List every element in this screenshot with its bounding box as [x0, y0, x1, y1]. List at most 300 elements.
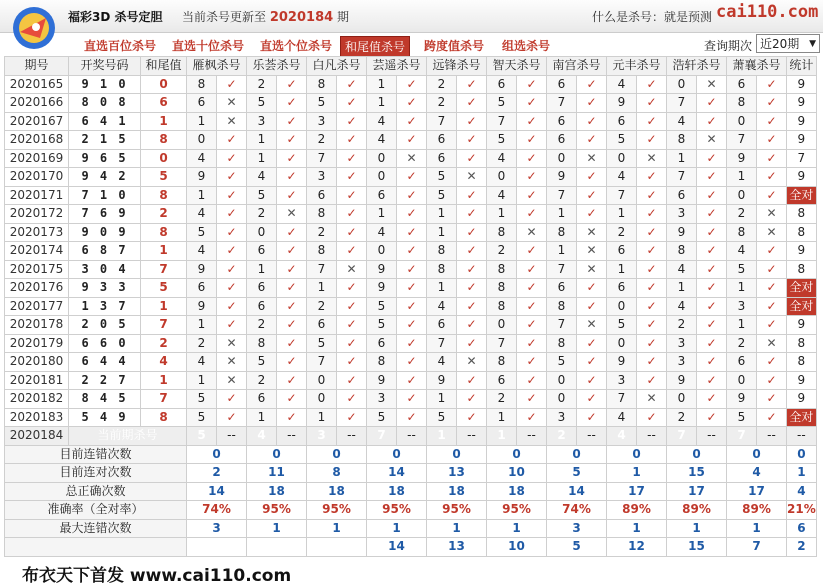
check-icon: ✓ [337, 297, 367, 316]
stats-value: 18 [247, 482, 307, 501]
tab-sum-tail[interactable]: 和尾值杀号 [340, 36, 410, 57]
check-icon: ✓ [397, 334, 427, 353]
row-kill-number: 4 [667, 112, 697, 131]
cross-icon: ✕ [337, 260, 367, 279]
row-stat: 9 [787, 112, 817, 131]
check-icon: ✓ [757, 112, 787, 131]
row-kill-number: 6 [247, 279, 277, 298]
check-icon: ✓ [577, 112, 607, 131]
row-kill-number: 6 [247, 297, 277, 316]
row-draw-number: 1 3 7 [69, 297, 141, 316]
check-icon: ✓ [517, 371, 547, 390]
check-icon: ✓ [637, 112, 667, 131]
row-kill-number: 4 [607, 408, 637, 427]
check-icon: ✓ [517, 168, 547, 187]
check-icon: ✓ [577, 371, 607, 390]
check-icon: ✓ [217, 390, 247, 409]
current-kill-number: 7 [727, 427, 757, 446]
row-period: 2020166 [5, 94, 69, 113]
check-icon: ✓ [397, 168, 427, 187]
stats-value [307, 538, 367, 557]
row-kill-number: 8 [667, 131, 697, 150]
row-kill-number: 7 [727, 131, 757, 150]
update-suffix: 期 [337, 10, 350, 24]
check-icon: ✓ [637, 371, 667, 390]
row-kill-number: 0 [487, 168, 517, 187]
current-kill-number: 7 [667, 427, 697, 446]
check-icon: ✓ [337, 390, 367, 409]
check-icon: ✓ [457, 186, 487, 205]
check-icon: ✓ [517, 297, 547, 316]
stats-total: 0 [787, 445, 817, 464]
row-kill-number: 8 [307, 75, 337, 94]
check-icon: ✓ [697, 334, 727, 353]
row-kill-number: 8 [487, 260, 517, 279]
row-kill-number: 5 [427, 186, 457, 205]
row-kill-number: 5 [367, 297, 397, 316]
row-kill-number: 8 [427, 260, 457, 279]
check-icon: ✓ [697, 94, 727, 113]
row-kill-number: 7 [547, 186, 577, 205]
cross-icon: ✕ [517, 223, 547, 242]
row-kill-number: 1 [727, 168, 757, 187]
table-row [5, 353, 817, 372]
check-icon: ✓ [337, 205, 367, 224]
row-period: 2020183 [5, 408, 69, 427]
table-row [5, 279, 817, 298]
check-icon: ✓ [277, 149, 307, 168]
row-sum-tail: 7 [141, 316, 187, 335]
period-query-label: 查询期次 [704, 39, 753, 53]
row-kill-number: 1 [367, 205, 397, 224]
row-kill-number: 5 [427, 168, 457, 187]
col-header-expert[interactable]: 萧襄杀号 [727, 57, 787, 76]
col-header-expert[interactable]: 白凡杀号 [307, 57, 367, 76]
check-icon: ✓ [337, 149, 367, 168]
check-icon: ✓ [577, 94, 607, 113]
row-stat: 全对 [787, 279, 817, 298]
row-kill-number: 0 [367, 168, 397, 187]
row-sum-tail: 8 [141, 131, 187, 150]
col-header-expert[interactable]: 雁枫杀号 [187, 57, 247, 76]
row-kill-number: 5 [427, 408, 457, 427]
row-kill-number: 6 [427, 316, 457, 335]
tab-hundreds[interactable]: 直选百位杀号 [84, 39, 157, 53]
row-kill-number: 8 [487, 279, 517, 298]
row-kill-number: 4 [667, 260, 697, 279]
cross-icon: ✕ [757, 334, 787, 353]
stats-value: 74% [547, 501, 607, 520]
check-icon: ✓ [637, 334, 667, 353]
check-icon: ✓ [697, 297, 727, 316]
row-kill-number: 1 [667, 279, 697, 298]
row-kill-number: 2 [307, 297, 337, 316]
stats-value: 2 [187, 464, 247, 483]
check-icon: ✓ [517, 149, 547, 168]
kill-hint-text: 什么是杀号：就是预测 [592, 10, 713, 24]
stats-value: 0 [247, 445, 307, 464]
row-draw-number: 7 6 9 [69, 205, 141, 224]
row-kill-number: 2 [487, 390, 517, 409]
row-kill-number: 6 [367, 334, 397, 353]
row-kill-number: 1 [487, 408, 517, 427]
row-period: 2020172 [5, 205, 69, 224]
check-icon: ✓ [577, 75, 607, 94]
stats-label: 准确率（全对率） [5, 501, 187, 520]
stats-row [5, 445, 817, 464]
stats-value: 3 [547, 519, 607, 538]
stats-value: 17 [607, 482, 667, 501]
check-icon: ✓ [337, 186, 367, 205]
row-kill-number: 5 [607, 131, 637, 150]
row-sum-tail: 6 [141, 94, 187, 113]
stats-total: 4 [787, 482, 817, 501]
current-kill-number: 7 [367, 427, 397, 446]
table-row [5, 131, 817, 150]
check-icon: ✓ [277, 334, 307, 353]
row-sum-tail: 1 [141, 112, 187, 131]
check-icon: ✓ [697, 260, 727, 279]
stats-label: 目前连错次数 [5, 445, 187, 464]
row-kill-number: 0 [727, 371, 757, 390]
row-draw-number: 9 4 2 [69, 168, 141, 187]
check-icon: ✓ [457, 75, 487, 94]
row-kill-number: 2 [427, 94, 457, 113]
row-kill-number: 4 [367, 223, 397, 242]
stats-value: 95% [307, 501, 367, 520]
row-stat: 全对 [787, 297, 817, 316]
col-header-expert[interactable]: 乐荟杀号 [247, 57, 307, 76]
check-icon: ✓ [217, 242, 247, 261]
row-kill-number: 4 [607, 168, 637, 187]
col-header-expert[interactable]: 远锋杀号 [427, 57, 487, 76]
cross-icon: ✕ [397, 149, 427, 168]
check-icon: ✓ [517, 390, 547, 409]
check-icon: ✓ [577, 186, 607, 205]
row-kill-number: 3 [307, 168, 337, 187]
row-kill-number: 3 [667, 205, 697, 224]
chevron-down-icon: ▼ [809, 38, 816, 49]
check-icon: ✓ [337, 371, 367, 390]
row-kill-number: 4 [187, 353, 217, 372]
row-kill-number: 9 [187, 260, 217, 279]
row-kill-number: 5 [187, 390, 217, 409]
current-empty: -- [577, 427, 607, 446]
row-kill-number: 6 [547, 279, 577, 298]
row-kill-number: 8 [247, 334, 277, 353]
period-select-value: 近20期 [760, 37, 800, 51]
row-kill-number: 1 [427, 205, 457, 224]
row-stat: 9 [787, 390, 817, 409]
row-period: 2020174 [5, 242, 69, 261]
row-kill-number: 9 [427, 371, 457, 390]
row-stat: 8 [787, 223, 817, 242]
cross-icon: ✕ [757, 205, 787, 224]
current-kill-number: 1 [427, 427, 457, 446]
row-kill-number: 0 [607, 149, 637, 168]
check-icon: ✓ [637, 131, 667, 150]
row-kill-number: 1 [187, 371, 217, 390]
check-icon: ✓ [457, 260, 487, 279]
check-icon: ✓ [517, 205, 547, 224]
col-header-expert[interactable]: 芸遥杀号 [367, 57, 427, 76]
check-icon: ✓ [697, 279, 727, 298]
row-kill-number: 9 [367, 279, 397, 298]
site-logo[interactable]: cai110.com [716, 2, 819, 22]
cross-icon: ✕ [457, 168, 487, 187]
check-icon: ✓ [277, 260, 307, 279]
row-sum-tail: 1 [141, 242, 187, 261]
row-kill-number: 4 [727, 242, 757, 261]
row-kill-number: 6 [367, 186, 397, 205]
stats-value: 18 [427, 482, 487, 501]
row-kill-number: 9 [187, 297, 217, 316]
col-header-draw: 开奖号码 [69, 57, 141, 76]
row-draw-number: 3 0 4 [69, 260, 141, 279]
cross-icon: ✕ [697, 75, 727, 94]
row-period: 2020177 [5, 297, 69, 316]
stats-value: 17 [727, 482, 787, 501]
row-kill-number: 6 [247, 390, 277, 409]
current-label: 当前期杀号 [69, 427, 187, 446]
check-icon: ✓ [697, 353, 727, 372]
check-icon: ✓ [277, 112, 307, 131]
check-icon: ✓ [637, 223, 667, 242]
check-icon: ✓ [697, 149, 727, 168]
row-kill-number: 0 [667, 75, 697, 94]
row-kill-number: 7 [427, 112, 457, 131]
row-kill-number: 1 [247, 260, 277, 279]
row-kill-number: 9 [727, 149, 757, 168]
stats-value: 18 [367, 482, 427, 501]
row-kill-number: 5 [307, 94, 337, 113]
check-icon: ✓ [397, 408, 427, 427]
check-icon: ✓ [757, 75, 787, 94]
row-kill-number: 3 [667, 334, 697, 353]
row-kill-number: 6 [547, 131, 577, 150]
check-icon: ✓ [517, 408, 547, 427]
current-empty: -- [277, 427, 307, 446]
check-icon: ✓ [577, 297, 607, 316]
cross-icon: ✕ [217, 112, 247, 131]
row-kill-number: 2 [487, 242, 517, 261]
period-select[interactable] [756, 34, 820, 53]
stats-value: 1 [667, 519, 727, 538]
current-period-row [5, 427, 817, 446]
watermark: 布衣天下首发 www.cai110.com [16, 561, 297, 586]
check-icon: ✓ [757, 297, 787, 316]
check-icon: ✓ [337, 242, 367, 261]
row-kill-number: 1 [247, 408, 277, 427]
check-icon: ✓ [577, 353, 607, 372]
row-kill-number: 6 [727, 75, 757, 94]
row-period: 2020181 [5, 371, 69, 390]
row-kill-number: 5 [727, 408, 757, 427]
row-kill-number: 8 [307, 242, 337, 261]
row-kill-number: 7 [307, 260, 337, 279]
check-icon: ✓ [397, 279, 427, 298]
current-kill-number: 3 [307, 427, 337, 446]
row-draw-number: 9 1 0 [69, 75, 141, 94]
row-kill-number: 4 [427, 297, 457, 316]
check-icon: ✓ [457, 297, 487, 316]
current-kill-number: 1 [487, 427, 517, 446]
row-stat: 9 [787, 168, 817, 187]
row-kill-number: 1 [247, 131, 277, 150]
check-icon: ✓ [457, 242, 487, 261]
row-kill-number: 7 [607, 390, 637, 409]
check-icon: ✓ [397, 94, 427, 113]
row-kill-number: 1 [727, 279, 757, 298]
stats-value: 7 [727, 538, 787, 557]
row-kill-number: 2 [247, 371, 277, 390]
row-kill-number: 2 [247, 75, 277, 94]
row-kill-number: 1 [367, 75, 397, 94]
check-icon: ✓ [397, 316, 427, 335]
tab-units[interactable]: 直选个位杀号 [260, 39, 333, 53]
stats-value: 0 [487, 445, 547, 464]
stats-value: 3 [187, 519, 247, 538]
stats-value: 89% [607, 501, 667, 520]
check-icon: ✓ [697, 112, 727, 131]
row-kill-number: 4 [367, 131, 397, 150]
stats-value: 14 [367, 538, 427, 557]
stats-value [187, 538, 247, 557]
stats-value: 0 [727, 445, 787, 464]
row-stat: 8 [787, 334, 817, 353]
row-kill-number: 6 [547, 75, 577, 94]
row-kill-number: 6 [187, 279, 217, 298]
check-icon: ✓ [697, 223, 727, 242]
check-icon: ✓ [697, 186, 727, 205]
stats-value: 0 [607, 445, 667, 464]
row-kill-number: 8 [547, 334, 577, 353]
row-kill-number: 6 [247, 242, 277, 261]
check-icon: ✓ [757, 94, 787, 113]
check-icon: ✓ [517, 242, 547, 261]
row-kill-number: 2 [727, 205, 757, 224]
stats-value: 15 [667, 538, 727, 557]
row-kill-number: 9 [367, 260, 397, 279]
update-period: 2020184 [269, 10, 334, 25]
update-prefix: 当前杀号更新至 [182, 10, 267, 24]
cross-icon: ✕ [697, 131, 727, 150]
check-icon: ✓ [517, 353, 547, 372]
check-icon: ✓ [217, 316, 247, 335]
check-icon: ✓ [697, 371, 727, 390]
row-kill-number: 0 [547, 149, 577, 168]
col-header-period: 期号 [5, 57, 69, 76]
row-kill-number: 3 [247, 112, 277, 131]
row-kill-number: 5 [487, 94, 517, 113]
check-icon: ✓ [217, 131, 247, 150]
stats-value: 10 [487, 464, 547, 483]
stats-row [5, 464, 817, 483]
row-kill-number: 8 [487, 223, 517, 242]
check-icon: ✓ [757, 408, 787, 427]
col-header-expert[interactable]: 智天杀号 [487, 57, 547, 76]
check-icon: ✓ [337, 168, 367, 187]
check-icon: ✓ [697, 316, 727, 335]
check-icon: ✓ [457, 205, 487, 224]
check-icon: ✓ [757, 353, 787, 372]
row-period: 2020169 [5, 149, 69, 168]
check-icon: ✓ [337, 353, 367, 372]
row-kill-number: 7 [667, 168, 697, 187]
cross-icon: ✕ [577, 316, 607, 335]
check-icon: ✓ [637, 75, 667, 94]
check-icon: ✓ [757, 316, 787, 335]
stats-value: 5 [547, 464, 607, 483]
stats-value: 1 [487, 519, 547, 538]
row-kill-number: 1 [607, 260, 637, 279]
row-kill-number: 4 [487, 149, 517, 168]
row-kill-number: 6 [307, 316, 337, 335]
row-kill-number: 9 [727, 390, 757, 409]
stats-value: 11 [247, 464, 307, 483]
stats-value: 14 [187, 482, 247, 501]
row-kill-number: 7 [607, 186, 637, 205]
row-kill-number: 1 [427, 390, 457, 409]
row-kill-number: 9 [667, 223, 697, 242]
check-icon: ✓ [697, 168, 727, 187]
tab-tens[interactable]: 直选十位杀号 [172, 39, 245, 53]
row-draw-number: 6 6 0 [69, 334, 141, 353]
check-icon: ✓ [397, 223, 427, 242]
row-sum-tail: 7 [141, 390, 187, 409]
current-empty: -- [757, 427, 787, 446]
col-header-expert[interactable]: 浩轩杀号 [667, 57, 727, 76]
row-kill-number: 4 [667, 297, 697, 316]
check-icon: ✓ [577, 334, 607, 353]
row-kill-number: 1 [547, 242, 577, 261]
check-icon: ✓ [637, 260, 667, 279]
check-icon: ✓ [457, 94, 487, 113]
col-header-expert[interactable]: 元丰杀号 [607, 57, 667, 76]
current-empty: -- [217, 427, 247, 446]
row-kill-number: 7 [427, 334, 457, 353]
table-row [5, 112, 817, 131]
row-kill-number: 2 [667, 316, 697, 335]
row-period: 2020165 [5, 75, 69, 94]
check-icon: ✓ [337, 408, 367, 427]
row-kill-number: 1 [307, 279, 337, 298]
stats-value: 1 [427, 519, 487, 538]
tab-span[interactable]: 跨度值杀号 [424, 39, 485, 53]
check-icon: ✓ [457, 112, 487, 131]
check-icon: ✓ [457, 390, 487, 409]
row-draw-number: 9 3 3 [69, 279, 141, 298]
check-icon: ✓ [337, 334, 367, 353]
row-kill-number: 3 [307, 112, 337, 131]
check-icon: ✓ [217, 223, 247, 242]
check-icon: ✓ [277, 390, 307, 409]
row-kill-number: 2 [187, 334, 217, 353]
row-kill-number: 5 [547, 353, 577, 372]
stats-total: 21% [787, 501, 817, 520]
check-icon: ✓ [277, 353, 307, 372]
tab-group[interactable]: 组选杀号 [502, 39, 551, 53]
row-kill-number: 5 [307, 334, 337, 353]
table-row [5, 334, 817, 353]
cross-icon: ✕ [217, 353, 247, 372]
stats-label: 总正确次数 [5, 482, 187, 501]
row-kill-number: 5 [727, 260, 757, 279]
check-icon: ✓ [217, 168, 247, 187]
stats-total: 1 [787, 464, 817, 483]
check-icon: ✓ [697, 408, 727, 427]
col-header-expert[interactable]: 南宫杀号 [547, 57, 607, 76]
